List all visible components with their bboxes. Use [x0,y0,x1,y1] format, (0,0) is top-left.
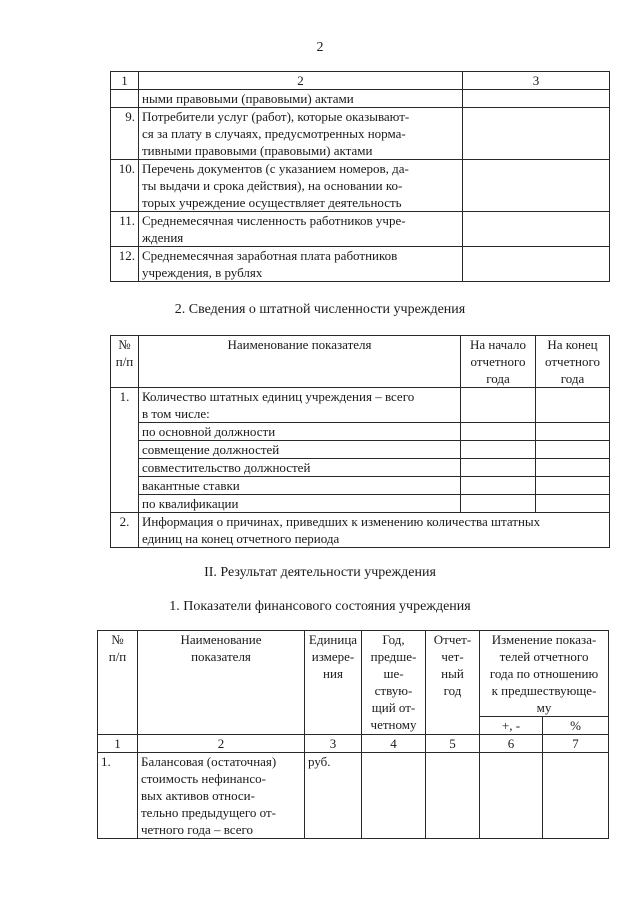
text-line: измере- [311,649,355,664]
column-number: 6 [480,735,543,753]
header-percent: % [543,717,609,735]
sub-item: по основной должности [139,423,461,441]
value-cell [461,495,536,513]
text-line: показателя [191,649,251,664]
text-line: года [560,371,585,386]
text-line: № [118,337,131,352]
header-cell: 3 [463,72,610,90]
row-text [139,160,463,212]
header-end [536,336,610,388]
row-number: 12. [111,247,139,282]
value-cell [461,441,536,459]
header-name: Наименование показателя [139,336,461,388]
sub-item: по квалификации [139,495,461,513]
text-line: тельно предыдущего от- [141,805,276,820]
value-cell [426,753,480,839]
text-line: стоимость нефинансо- [141,771,266,786]
table-row [111,495,610,513]
value-cell [463,212,610,247]
column-number: 3 [305,735,362,753]
text-line: Отчет- [433,632,472,647]
text-line: ный [441,666,464,681]
text-line: ше- [383,666,404,681]
row-number: 1. [98,753,138,839]
text-line: Потребители услуг (работ), которые оказывают- [142,109,410,124]
row-text [138,753,305,839]
table-row [111,388,610,423]
header-cell: 1 [111,72,139,90]
row-text [139,388,461,423]
value-cell [463,90,610,108]
column-number: 2 [138,735,305,753]
text-line: ся за плату в случаях, предусмотренных норма- [142,126,406,141]
value-cell [461,388,536,423]
column-number: 4 [362,735,426,753]
table-row [98,753,609,839]
table-header-row [111,336,610,388]
text-line: ты выдачи и срока действия), на основании ко- [142,178,403,193]
value-cell [463,247,610,282]
section-title: 1. Показатели финансового состояния учреждения [169,599,471,614]
header-unit [305,631,362,735]
header-cell: 2 [139,72,463,90]
row-number [111,90,139,108]
header-change [480,631,609,717]
header-plus-minus: +, - [480,717,543,735]
text-line: вых активов относи- [141,788,255,803]
table-row [111,212,610,247]
info-table-continued [110,71,610,282]
text-line: торых учреждение осуществляет деятельность [142,195,402,210]
text-line: тивными правовыми (правовыми) актами [142,143,373,158]
header-name [138,631,305,735]
table-row [111,441,610,459]
unit-cell: руб. [305,753,362,839]
value-cell [536,495,610,513]
text-line: Балансовая (остаточная) [141,754,277,769]
text-line: п/п [115,354,134,369]
text-line: четного года – всего [141,822,253,837]
text-line: Количество штатных единиц учреждения – всего [142,389,415,404]
table-row [111,477,610,495]
table-row [111,459,610,477]
text-line: ждения [142,230,184,245]
text-line: год [443,683,462,698]
table-header-row [98,631,609,717]
text-line: Единица [308,632,358,647]
row-number: 10. [111,160,139,212]
text-line: отчетного [470,354,526,369]
table-header-row [111,72,610,90]
row-text [139,513,610,548]
text-line: предше- [370,649,417,664]
text-line: учреждения, в рублях [142,265,263,280]
table-row [111,247,610,282]
table-row [111,90,610,108]
column-number: 1 [98,735,138,753]
financial-table [97,630,609,839]
text-line: Изменение показа- [491,632,597,647]
table-row [111,423,610,441]
text-line: четному [370,717,417,732]
staff-table [110,335,610,548]
header-start [461,336,536,388]
text-line: телей отчетного [499,649,589,664]
sub-item: вакантные ставки [139,477,461,495]
value-cell [461,477,536,495]
text-line: ными правовыми (правовыми) актами [142,91,354,106]
column-number: 7 [543,735,609,753]
row-number: 11. [111,212,139,247]
text-line: ния [323,666,343,681]
text-line: года [486,371,510,386]
row-text [139,212,463,247]
value-cell [463,108,610,160]
row-number: 9. [111,108,139,160]
header-num [98,631,138,735]
row-text [139,90,463,108]
text-line: единиц на конец отчетного периода [142,531,340,546]
value-cell [536,441,610,459]
text-line: Год, [382,632,405,647]
section-title: 2. Сведения о штатной численности учреждения [174,302,466,317]
text-line: Среднемесячная заработная плата работников [142,248,398,263]
value-cell [362,753,426,839]
header-num [111,336,139,388]
text-line: На начало [469,337,527,352]
sub-item: совместительство должностей [139,459,461,477]
column-number: 5 [426,735,480,753]
text-line: му [536,700,552,715]
text-line: в том числе: [142,406,210,421]
header-previous-year [362,631,426,735]
value-cell [536,477,610,495]
row-text [139,108,463,160]
text-line: к предшествующе- [491,683,597,698]
text-line: Среднемесячная численность работников учре- [142,213,406,228]
table-row [111,108,610,160]
text-line: На конец [547,337,598,352]
value-cell [463,160,610,212]
row-number: 2. [111,513,139,548]
text-line: № [111,632,124,647]
text-line: щий от- [371,700,416,715]
part-title: II. Результат деятельности учреждения [204,565,436,580]
table-row [111,513,610,548]
text-line: года по отношению [489,666,599,681]
text-line: ствую- [374,683,413,698]
text-line: п/п [108,649,127,664]
value-cell [536,459,610,477]
column-number-row [98,735,609,753]
value-cell [536,388,610,423]
value-cell [461,459,536,477]
page-number: 2 [316,40,324,55]
row-number: 1. [111,388,139,513]
header-reporting-year [426,631,480,735]
text-line: чет- [441,649,464,664]
text-line: Информация о причинах, приведших к изменению количества штатных [142,514,541,529]
text-line: отчетного [545,354,600,369]
sub-item: совмещение должностей [139,441,461,459]
text-line: Перечень документов (с указанием номеров, да- [142,161,409,176]
value-cell [543,753,609,839]
text-line: Наименование [180,632,262,647]
value-cell [536,423,610,441]
row-text [139,247,463,282]
value-cell [480,753,543,839]
value-cell [461,423,536,441]
table-row [111,160,610,212]
